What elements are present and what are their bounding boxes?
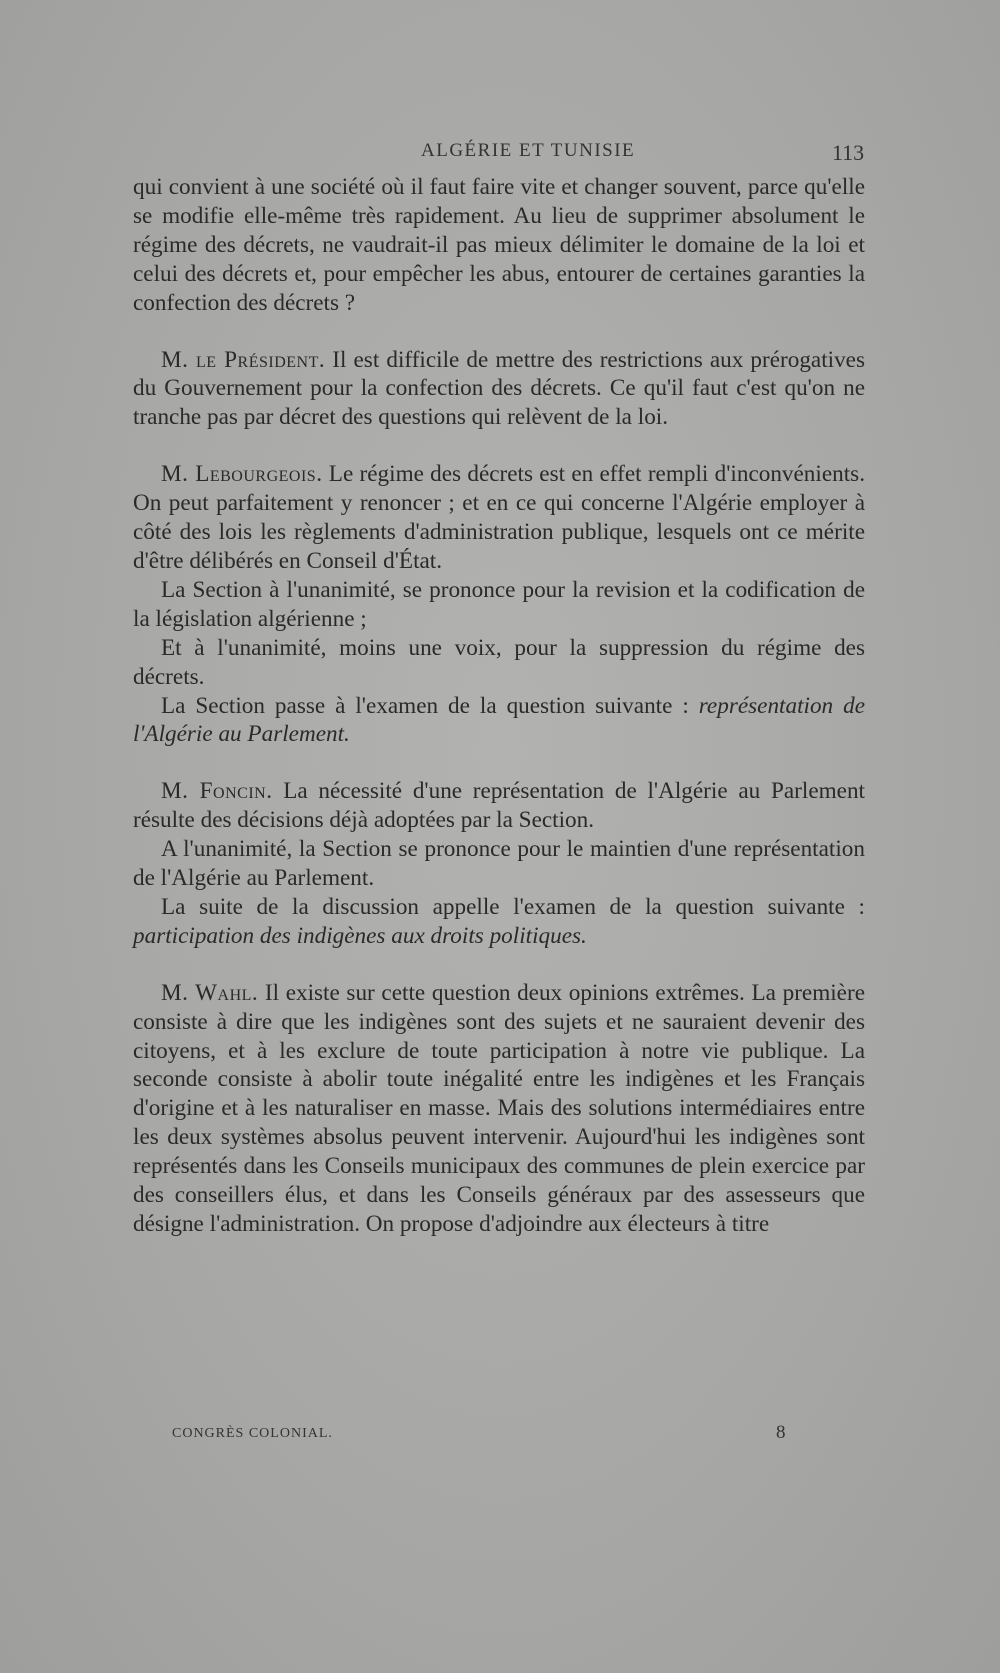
page-header [0,140,1000,170]
paragraph [133,835,865,893]
page-number: 113 [832,140,865,165]
speaker-name: M. Wahl. [161,979,259,1006]
body-text [133,173,865,1239]
paragraph [133,460,865,576]
signature-title: CONGRÈS COLONIAL. [172,1426,333,1441]
paragraph-text: La Section à l'unanimité, se prononce pour la revision et la codification de la législation algérienne ; [133,576,865,632]
speaker-name: M. Lebourgeois. [161,461,323,488]
speaker-name: M. le Président. [161,346,326,373]
question-title: représentation de l'Algérie au Parlement. [133,692,865,748]
speaker-name: M. Foncin. [161,778,273,805]
paragraph [133,777,865,835]
paragraph-text: Le régime des décrets est en effet rempli d'inconvénients. On peut parfaitement y renoncer ; et en ce qui concerne l'Algérie employer à côté des lois les règlements d'administration publique, lesquels ont ce mérite d'être délibérés en Conseil d'État. [133,461,865,574]
paragraph [133,346,865,433]
paragraph [133,173,865,318]
paragraph-text: A l'unanimité, la Section se prononce pour le maintien d'une représentation de l'Algérie au Parlement. [133,836,865,892]
running-title: ALGÉRIE ET TUNISIE [421,140,636,161]
paragraph [133,576,865,634]
signature-number: 8 [776,1422,786,1443]
paragraph [133,893,865,951]
paragraph-text: La nécessité d'une représentation de l'Algérie au Parlement résulte des décisions déjà adoptées par la Section. [133,778,865,834]
paragraph-text: La suite de la discussion appelle l'examen de la question suivante : [161,893,865,920]
question-title: participation des indigènes aux droits politiques. [133,922,587,949]
paragraph [133,692,865,750]
paragraph-text: Il existe sur cette question deux opinions extrêmes. La première consiste à dire que les indigènes sont des sujets et ne sauraient devenir des citoyens, et à les exclure de toute participation à notre vie publique. La seconde consiste à abolir toute inégalité entre les indigènes et les Français d'origine et à les naturaliser en masse. Mais des solutions intermédiaires entre les deux systèmes absolus peuvent intervenir. Aujourd'hui les indigènes sont représentés dans les Conseils municipaux des communes de plein exercice par des conseillers élus, et dans les Conseils généraux par des assesseurs que désigne l'administration. On propose d'adjoindre aux électeurs à titre [133,979,865,1237]
page-footer [0,1422,1000,1450]
paragraph-text: qui convient à une société où il faut faire vite et changer souvent, parce qu'elle se modifie elle-même très rapidement. Au lieu de supprimer absolument le régime des décrets, ne vaudrait-il pas mieux délimiter le domaine de la loi et celui des décrets et, pour empêcher les abus, entourer de certaines garanties la confection des décrets ? [133,174,865,316]
paragraph [133,979,865,1239]
paragraph-text: Il est difficile de mettre des restrictions aux prérogatives du Gouvernement pour la confection des décrets. Ce qu'il faut c'est qu'on ne tranche pas par décret des questions qui relèvent de la loi. [133,346,866,431]
paragraph [133,634,865,692]
paragraph-text: La Section passe à l'examen de la question suivante : [161,692,699,719]
paragraph-text: Et à l'unanimité, moins une voix, pour la suppression du régime des décrets. [133,634,865,690]
